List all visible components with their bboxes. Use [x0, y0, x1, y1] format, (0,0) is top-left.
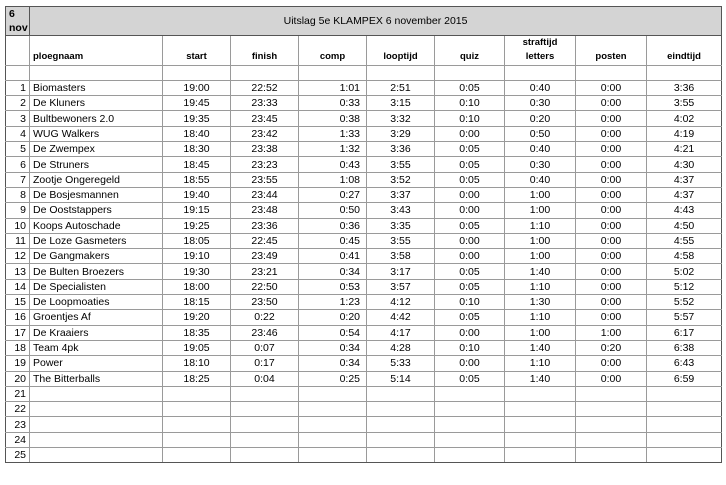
looptijd-cell[interactable]	[367, 417, 435, 432]
table-row	[6, 126, 722, 141]
eindtijd-cell[interactable]: 5:57	[647, 310, 722, 325]
posten-cell[interactable]	[576, 386, 647, 401]
start-cell[interactable]: 18:35	[163, 325, 231, 340]
posten-cell[interactable]: 0:00	[576, 111, 647, 126]
team-name-cell[interactable]: De Loze Gasmeters	[30, 233, 163, 248]
looptijd-cell[interactable]	[367, 386, 435, 401]
start-cell[interactable]: 18:40	[163, 126, 231, 141]
row-number[interactable]: 8	[6, 187, 30, 202]
eindtijd-cell[interactable]	[647, 417, 722, 432]
posten-cell[interactable]: 0:00	[576, 295, 647, 310]
row-number[interactable]: 24	[6, 432, 30, 447]
row-number[interactable]: 1	[6, 80, 30, 95]
finish-cell[interactable]: 23:38	[231, 142, 299, 157]
row-number[interactable]: 23	[6, 417, 30, 432]
letters-cell[interactable]	[505, 402, 576, 417]
row-number[interactable]: 17	[6, 325, 30, 340]
posten-cell[interactable]: 0:00	[576, 356, 647, 371]
quiz-cell[interactable]	[435, 417, 505, 432]
eindtijd-cell[interactable]: 4:30	[647, 157, 722, 172]
finish-cell[interactable]: 23:33	[231, 96, 299, 111]
col-header-start: start	[163, 50, 231, 65]
eindtijd-cell[interactable]: 4:43	[647, 203, 722, 218]
start-cell[interactable]: 18:25	[163, 371, 231, 386]
posten-cell[interactable]: 0:00	[576, 203, 647, 218]
eindtijd-cell[interactable]: 4:37	[647, 172, 722, 187]
letters-cell[interactable]: 0:30	[505, 157, 576, 172]
finish-cell[interactable]: 22:45	[231, 233, 299, 248]
quiz-cell[interactable]: 0:10	[435, 340, 505, 355]
team-name-cell[interactable]	[30, 386, 163, 401]
comp-cell[interactable]: 0:34	[299, 340, 367, 355]
date-month: nov	[9, 22, 28, 34]
table-row	[6, 340, 722, 355]
finish-cell[interactable]: 23:45	[231, 111, 299, 126]
row-number[interactable]: 13	[6, 264, 30, 279]
team-name-cell[interactable]: De Ooststappers	[30, 203, 163, 218]
start-cell[interactable]	[163, 432, 231, 447]
letters-cell[interactable]: 0:40	[505, 172, 576, 187]
quiz-cell[interactable]: 0:00	[435, 325, 505, 340]
comp-cell[interactable]: 0:36	[299, 218, 367, 233]
eindtijd-cell[interactable]: 4:02	[647, 111, 722, 126]
start-cell[interactable]	[163, 386, 231, 401]
eindtijd-cell[interactable]	[647, 432, 722, 447]
quiz-cell[interactable]: 0:05	[435, 218, 505, 233]
posten-cell[interactable]: 0:00	[576, 187, 647, 202]
letters-cell[interactable]: 1:10	[505, 218, 576, 233]
eindtijd-cell[interactable]	[647, 402, 722, 417]
eindtijd-cell[interactable]: 4:55	[647, 233, 722, 248]
team-name-cell[interactable]: De Gangmakers	[30, 249, 163, 264]
looptijd-cell[interactable]: 2:51	[367, 80, 435, 95]
posten-cell[interactable]: 0:00	[576, 264, 647, 279]
finish-cell[interactable]: 23:21	[231, 264, 299, 279]
table-row	[6, 187, 722, 202]
letters-cell[interactable]	[505, 417, 576, 432]
start-cell[interactable]: 19:05	[163, 340, 231, 355]
comp-cell[interactable]	[299, 386, 367, 401]
comp-cell[interactable]: 0:45	[299, 233, 367, 248]
team-name-cell[interactable]	[30, 448, 163, 463]
letters-cell[interactable]: 0:40	[505, 80, 576, 95]
posten-cell[interactable]: 0:00	[576, 233, 647, 248]
looptijd-cell[interactable]: 4:17	[367, 325, 435, 340]
table-row	[6, 402, 722, 417]
comp-cell[interactable]: 0:41	[299, 249, 367, 264]
team-name-cell[interactable]: De Zwempex	[30, 142, 163, 157]
finish-cell[interactable]: 0:07	[231, 340, 299, 355]
letters-cell[interactable]: 1:00	[505, 233, 576, 248]
table-row	[6, 157, 722, 172]
eindtijd-cell[interactable]: 3:36	[647, 80, 722, 95]
looptijd-cell[interactable]: 4:12	[367, 295, 435, 310]
quiz-cell[interactable]: 0:05	[435, 264, 505, 279]
date-cell	[6, 7, 30, 36]
start-cell[interactable]: 18:10	[163, 356, 231, 371]
finish-cell[interactable]	[231, 448, 299, 463]
quiz-cell[interactable]: 0:00	[435, 249, 505, 264]
row-number[interactable]: 15	[6, 295, 30, 310]
finish-cell[interactable]: 22:50	[231, 279, 299, 294]
comp-cell[interactable]	[299, 417, 367, 432]
eindtijd-cell[interactable]: 4:37	[647, 187, 722, 202]
quiz-cell[interactable]	[435, 448, 505, 463]
start-cell[interactable]: 18:45	[163, 157, 231, 172]
straftijd-group-header: straftijd	[505, 36, 576, 51]
eindtijd-cell[interactable]: 5:12	[647, 279, 722, 294]
table-row	[6, 417, 722, 432]
eindtijd-cell[interactable]: 4:21	[647, 142, 722, 157]
finish-cell[interactable]: 22:52	[231, 80, 299, 95]
quiz-cell[interactable]	[435, 402, 505, 417]
eindtijd-cell[interactable]: 4:50	[647, 218, 722, 233]
comp-cell[interactable]: 1:01	[299, 80, 367, 95]
posten-cell[interactable]: 0:00	[576, 279, 647, 294]
quiz-cell[interactable]: 0:00	[435, 126, 505, 141]
eindtijd-cell[interactable]: 4:58	[647, 249, 722, 264]
date-day: 6	[9, 8, 15, 20]
table-row	[6, 218, 722, 233]
table-row	[6, 279, 722, 294]
table-row	[6, 310, 722, 325]
letters-cell[interactable]: 1:40	[505, 264, 576, 279]
posten-cell[interactable]	[576, 432, 647, 447]
quiz-cell[interactable]: 0:00	[435, 187, 505, 202]
posten-cell[interactable]: 0:00	[576, 218, 647, 233]
eindtijd-cell[interactable]: 5:52	[647, 295, 722, 310]
table-row	[6, 264, 722, 279]
eindtijd-cell[interactable]: 3:55	[647, 96, 722, 111]
col-header-letters: letters	[505, 50, 576, 65]
comp-cell[interactable]: 0:53	[299, 279, 367, 294]
table-row	[6, 172, 722, 187]
comp-cell[interactable]: 0:25	[299, 371, 367, 386]
quiz-cell[interactable]: 0:05	[435, 371, 505, 386]
team-name-cell[interactable]: WUG Walkers	[30, 126, 163, 141]
comp-cell[interactable]: 1:08	[299, 172, 367, 187]
comp-cell[interactable]: 0:54	[299, 325, 367, 340]
start-cell[interactable]: 19:10	[163, 249, 231, 264]
comp-cell[interactable]: 0:33	[299, 96, 367, 111]
eindtijd-cell[interactable]	[647, 448, 722, 463]
table-row	[6, 325, 722, 340]
team-name-cell[interactable]	[30, 432, 163, 447]
quiz-cell[interactable]: 0:10	[435, 295, 505, 310]
team-name-cell[interactable]: Power	[30, 356, 163, 371]
finish-cell[interactable]	[231, 417, 299, 432]
posten-cell[interactable]	[576, 402, 647, 417]
comp-cell[interactable]: 1:33	[299, 126, 367, 141]
row-number[interactable]: 10	[6, 218, 30, 233]
start-cell[interactable]: 18:05	[163, 233, 231, 248]
row-number[interactable]: 4	[6, 126, 30, 141]
table-row	[6, 80, 722, 95]
quiz-cell[interactable]: 0:05	[435, 142, 505, 157]
eindtijd-cell[interactable]: 6:38	[647, 340, 722, 355]
looptijd-cell[interactable]: 3:55	[367, 157, 435, 172]
quiz-cell[interactable]: 0:10	[435, 96, 505, 111]
eindtijd-cell[interactable]: 6:43	[647, 356, 722, 371]
row-number[interactable]: 3	[6, 111, 30, 126]
posten-cell[interactable]: 0:00	[576, 172, 647, 187]
comp-cell[interactable]: 0:43	[299, 157, 367, 172]
start-cell[interactable]: 19:30	[163, 264, 231, 279]
letters-cell[interactable]: 1:00	[505, 249, 576, 264]
posten-cell[interactable]: 0:00	[576, 249, 647, 264]
finish-cell[interactable]: 23:49	[231, 249, 299, 264]
col-header-posten: posten	[576, 50, 647, 65]
start-cell[interactable]: 18:00	[163, 279, 231, 294]
team-name-cell[interactable]: De Kluners	[30, 96, 163, 111]
col-header-eindtijd: eindtijd	[647, 50, 722, 65]
col-header-finish: finish	[231, 50, 299, 65]
finish-cell[interactable]: 23:36	[231, 218, 299, 233]
quiz-cell[interactable]: 0:00	[435, 233, 505, 248]
col-header-quiz: quiz	[435, 50, 505, 65]
row-number[interactable]: 5	[6, 142, 30, 157]
looptijd-cell[interactable]: 3:17	[367, 264, 435, 279]
comp-cell[interactable]: 0:34	[299, 356, 367, 371]
posten-cell[interactable]: 0:00	[576, 80, 647, 95]
table-row	[6, 203, 722, 218]
start-cell[interactable]: 19:20	[163, 310, 231, 325]
group-header-row	[6, 36, 722, 51]
table-row	[6, 249, 722, 264]
start-cell[interactable]: 18:15	[163, 295, 231, 310]
blank-spacer-row	[6, 65, 722, 80]
comp-cell[interactable]: 0:38	[299, 111, 367, 126]
looptijd-cell[interactable]: 4:28	[367, 340, 435, 355]
finish-cell[interactable]: 0:22	[231, 310, 299, 325]
team-name-cell[interactable]: Koops Autoschade	[30, 218, 163, 233]
row-number[interactable]: 21	[6, 386, 30, 401]
looptijd-cell[interactable]: 5:14	[367, 371, 435, 386]
looptijd-cell[interactable]: 3:15	[367, 96, 435, 111]
comp-cell[interactable]: 1:23	[299, 295, 367, 310]
finish-cell[interactable]: 23:48	[231, 203, 299, 218]
table-row	[6, 142, 722, 157]
letters-cell[interactable]	[505, 448, 576, 463]
posten-cell[interactable]	[576, 448, 647, 463]
letters-cell[interactable]: 0:50	[505, 126, 576, 141]
finish-cell[interactable]	[231, 386, 299, 401]
looptijd-cell[interactable]: 3:37	[367, 187, 435, 202]
row-number[interactable]: 20	[6, 371, 30, 386]
start-cell[interactable]: 19:15	[163, 203, 231, 218]
letters-cell[interactable]: 1:30	[505, 295, 576, 310]
row-number[interactable]: 14	[6, 279, 30, 294]
table-row	[6, 233, 722, 248]
quiz-cell[interactable]: 0:05	[435, 157, 505, 172]
looptijd-cell[interactable]	[367, 432, 435, 447]
quiz-cell[interactable]: 0:05	[435, 310, 505, 325]
letters-cell[interactable]: 1:00	[505, 203, 576, 218]
posten-cell[interactable]: 0:00	[576, 142, 647, 157]
posten-cell[interactable]: 1:00	[576, 325, 647, 340]
team-name-cell[interactable]: De Bosjesmannen	[30, 187, 163, 202]
title-row	[6, 7, 722, 36]
finish-cell[interactable]: 23:46	[231, 325, 299, 340]
table-row	[6, 371, 722, 386]
sheet-title: Uitslag 5e KLAMPEX 6 november 2015	[30, 7, 722, 36]
team-name-cell[interactable]: Biomasters	[30, 80, 163, 95]
posten-cell[interactable]: 0:00	[576, 96, 647, 111]
start-cell[interactable]: 19:35	[163, 111, 231, 126]
team-name-cell[interactable]: Bultbewoners 2.0	[30, 111, 163, 126]
team-name-cell[interactable]: De Kraaiers	[30, 325, 163, 340]
row-number[interactable]: 11	[6, 233, 30, 248]
letters-cell[interactable]: 1:00	[505, 187, 576, 202]
row-number[interactable]: 12	[6, 249, 30, 264]
quiz-cell[interactable]: 0:10	[435, 111, 505, 126]
start-cell[interactable]: 19:25	[163, 218, 231, 233]
eindtijd-cell[interactable]: 4:19	[647, 126, 722, 141]
team-name-cell[interactable]: De Struners	[30, 157, 163, 172]
comp-cell[interactable]: 0:34	[299, 264, 367, 279]
finish-cell[interactable]	[231, 402, 299, 417]
row-number[interactable]: 2	[6, 96, 30, 111]
looptijd-cell[interactable]: 3:43	[367, 203, 435, 218]
row-number[interactable]: 6	[6, 157, 30, 172]
finish-cell[interactable]: 23:44	[231, 187, 299, 202]
team-name-cell[interactable]: De Bulten Broezers	[30, 264, 163, 279]
row-number[interactable]: 19	[6, 356, 30, 371]
team-name-cell[interactable]: Groentjes Af	[30, 310, 163, 325]
start-cell[interactable]	[163, 417, 231, 432]
letters-cell[interactable]: 1:10	[505, 279, 576, 294]
eindtijd-cell[interactable]: 5:02	[647, 264, 722, 279]
looptijd-cell[interactable]: 3:52	[367, 172, 435, 187]
row-number[interactable]: 22	[6, 402, 30, 417]
letters-cell[interactable]: 1:10	[505, 356, 576, 371]
team-name-cell[interactable]	[30, 402, 163, 417]
looptijd-cell[interactable]: 3:35	[367, 218, 435, 233]
table-row	[6, 448, 722, 463]
posten-cell[interactable]: 0:00	[576, 157, 647, 172]
quiz-cell[interactable]: 0:00	[435, 356, 505, 371]
letters-cell[interactable]: 0:30	[505, 96, 576, 111]
letters-cell[interactable]: 1:00	[505, 325, 576, 340]
quiz-cell[interactable]: 0:05	[435, 172, 505, 187]
start-cell[interactable]: 18:55	[163, 172, 231, 187]
letters-cell[interactable]: 1:40	[505, 371, 576, 386]
col-header-looptijd: looptijd	[367, 50, 435, 65]
comp-cell[interactable]: 0:20	[299, 310, 367, 325]
column-header-row	[6, 50, 722, 65]
results-table	[5, 6, 722, 463]
start-cell[interactable]: 18:30	[163, 142, 231, 157]
table-row	[6, 295, 722, 310]
team-name-cell[interactable]: The Bitterballs	[30, 371, 163, 386]
table-row	[6, 111, 722, 126]
quiz-cell[interactable]: 0:05	[435, 80, 505, 95]
row-number[interactable]: 25	[6, 448, 30, 463]
looptijd-cell[interactable]: 3:29	[367, 126, 435, 141]
eindtijd-cell[interactable]: 6:59	[647, 371, 722, 386]
col-header-comp: comp	[299, 50, 367, 65]
posten-cell[interactable]: 0:20	[576, 340, 647, 355]
comp-cell[interactable]	[299, 448, 367, 463]
row-number[interactable]: 9	[6, 203, 30, 218]
col-header-team: ploegnaam	[30, 50, 163, 65]
start-cell[interactable]: 19:40	[163, 187, 231, 202]
quiz-cell[interactable]: 0:05	[435, 279, 505, 294]
quiz-cell[interactable]: 0:00	[435, 203, 505, 218]
finish-cell[interactable]	[231, 432, 299, 447]
comp-cell[interactable]: 1:32	[299, 142, 367, 157]
finish-cell[interactable]: 23:42	[231, 126, 299, 141]
start-cell[interactable]	[163, 402, 231, 417]
finish-cell[interactable]: 0:04	[231, 371, 299, 386]
looptijd-cell[interactable]: 3:58	[367, 249, 435, 264]
letters-cell[interactable]: 0:40	[505, 142, 576, 157]
table-row	[6, 356, 722, 371]
table-row	[6, 432, 722, 447]
posten-cell[interactable]: 0:00	[576, 126, 647, 141]
letters-cell[interactable]	[505, 432, 576, 447]
table-row	[6, 386, 722, 401]
quiz-cell[interactable]	[435, 432, 505, 447]
posten-cell[interactable]	[576, 417, 647, 432]
letters-cell[interactable]: 0:20	[505, 111, 576, 126]
posten-cell[interactable]: 0:00	[576, 310, 647, 325]
letters-cell[interactable]	[505, 386, 576, 401]
start-cell[interactable]: 19:00	[163, 80, 231, 95]
looptijd-cell[interactable]	[367, 402, 435, 417]
finish-cell[interactable]: 23:23	[231, 157, 299, 172]
table-row	[6, 96, 722, 111]
looptijd-cell[interactable]: 5:33	[367, 356, 435, 371]
posten-cell[interactable]: 0:00	[576, 371, 647, 386]
row-number[interactable]: 16	[6, 310, 30, 325]
finish-cell[interactable]: 23:55	[231, 172, 299, 187]
comp-cell[interactable]	[299, 402, 367, 417]
team-name-cell[interactable]: De Specialisten	[30, 279, 163, 294]
looptijd-cell[interactable]: 3:32	[367, 111, 435, 126]
quiz-cell[interactable]	[435, 386, 505, 401]
team-name-cell[interactable]: Team 4pk	[30, 340, 163, 355]
looptijd-cell[interactable]	[367, 448, 435, 463]
looptijd-cell[interactable]: 3:55	[367, 233, 435, 248]
comp-cell[interactable]	[299, 432, 367, 447]
row-number[interactable]: 7	[6, 172, 30, 187]
eindtijd-cell[interactable]	[647, 386, 722, 401]
team-name-cell[interactable]: De Loopmoaties	[30, 295, 163, 310]
comp-cell[interactable]: 0:27	[299, 187, 367, 202]
looptijd-cell[interactable]: 3:57	[367, 279, 435, 294]
looptijd-cell[interactable]: 4:42	[367, 310, 435, 325]
team-name-cell[interactable]: Zootje Ongeregeld	[30, 172, 163, 187]
looptijd-cell[interactable]: 3:36	[367, 142, 435, 157]
finish-cell[interactable]: 0:17	[231, 356, 299, 371]
team-name-cell[interactable]	[30, 417, 163, 432]
letters-cell[interactable]: 1:10	[505, 310, 576, 325]
eindtijd-cell[interactable]: 6:17	[647, 325, 722, 340]
start-cell[interactable]	[163, 448, 231, 463]
row-number[interactable]: 18	[6, 340, 30, 355]
letters-cell[interactable]: 1:40	[505, 340, 576, 355]
start-cell[interactable]: 19:45	[163, 96, 231, 111]
finish-cell[interactable]: 23:50	[231, 295, 299, 310]
comp-cell[interactable]: 0:50	[299, 203, 367, 218]
